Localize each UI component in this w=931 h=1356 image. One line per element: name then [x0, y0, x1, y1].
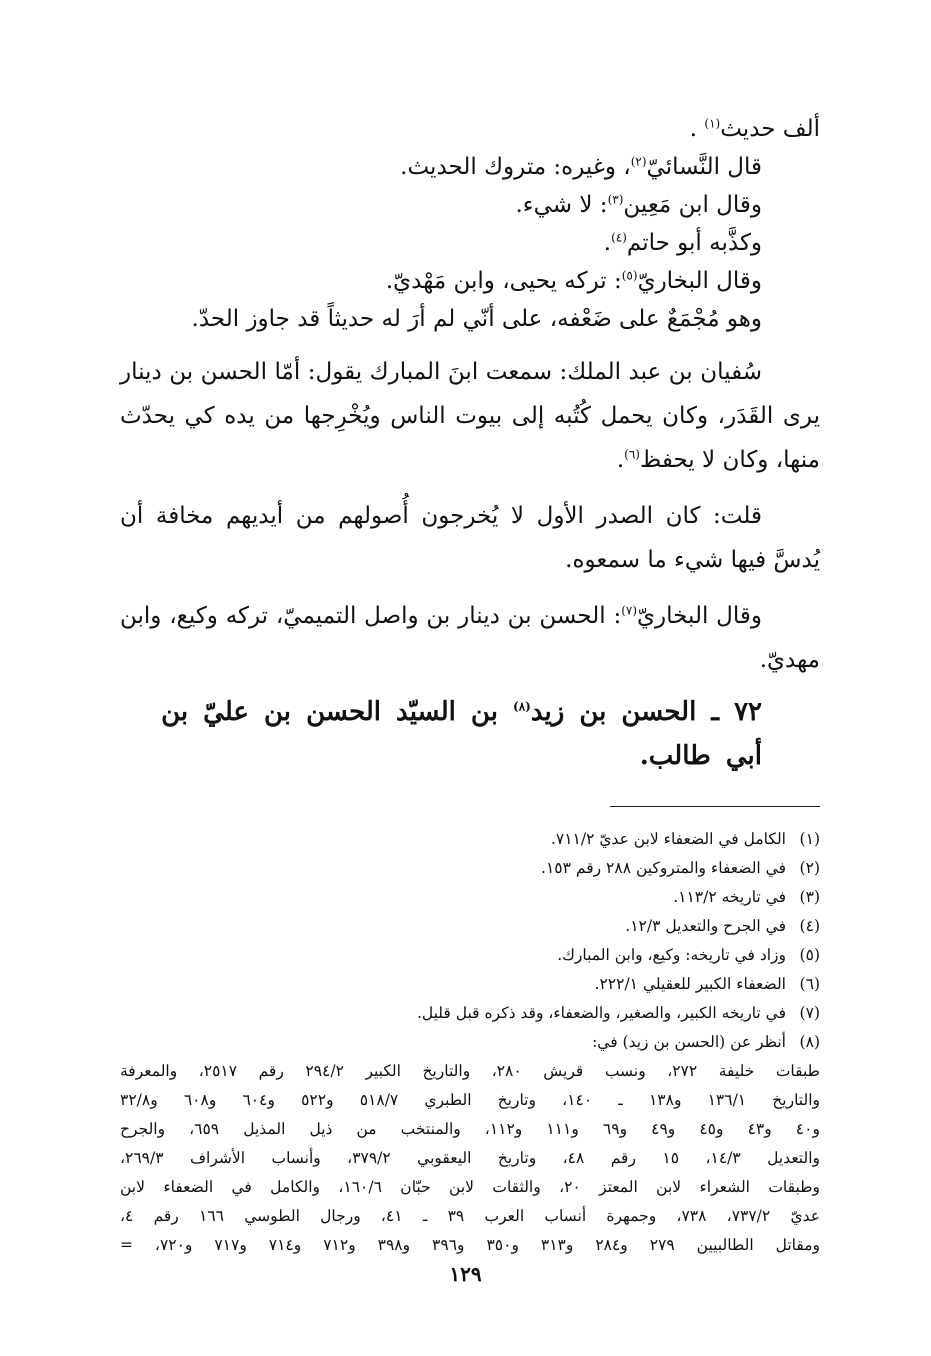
footnote-item	[120, 970, 820, 999]
spacer	[120, 338, 820, 350]
footnote-line: والتاريخ ١٣٦/١ و١٣٨ ـ ١٤٠، وتاريخ الطبري ٥١٨/٧ و٥٢٢ و٦٠٤ و٦٠٨ و٣٢/٨	[120, 1091, 820, 1109]
text-span: .	[616, 447, 625, 473]
text-span: وقال البخاريّ	[637, 268, 762, 294]
text-span: : تركه يحيى، وابن مَهْديّ.	[385, 268, 622, 294]
footnote-item	[120, 825, 820, 854]
footnote-number: (٦)	[799, 975, 820, 993]
paragraph	[120, 350, 820, 482]
footnote-item	[120, 912, 820, 941]
paragraph	[120, 594, 820, 682]
footnote-item	[120, 854, 820, 883]
footnote-text: في تاريخه الكبير، والصغير، والضعفاء، وقد ذكره قبل قليل.	[416, 1004, 786, 1022]
text-span: : الحسن بن دينار بن واصل التميميّ، تركه وكيع، وابن مهديّ.	[120, 603, 820, 673]
footnote-text: الضعفاء الكبير للعقيلي ٢٢٢/١.	[594, 975, 786, 993]
page-body	[120, 110, 820, 1260]
footnote-ref[interactable]: (٧)	[621, 603, 638, 618]
footnote-item	[120, 999, 820, 1028]
footnote-item	[120, 883, 820, 912]
paragraph: قلت: كان الصدر الأول لا يُخرجون أُصولهم من أيديهم مخافة أن يُدسَّ فيها شيء ما سمعوه.	[120, 503, 820, 573]
footnote-ref[interactable]: (٥)	[621, 268, 638, 283]
text-span: وقال ابن مَعِين	[623, 192, 762, 218]
footnote-line: طبقات خليفة ٢٧٢، ونسب قريش ٢٨٠، والتاريخ الكبير ٢٩٤/٢ رقم ٢٥١٧، والمعرفة	[120, 1062, 820, 1080]
text-span: قال النَّسائيّ	[646, 154, 762, 180]
text-line	[120, 262, 820, 300]
footnote-number: (٤)	[799, 917, 820, 935]
heading-text: ٧٢ ـ الحسن بن زيد	[530, 697, 762, 727]
text-span: سُفيان بن عبد الملك: سمعت ابنَ المبارك يقول: أمّا الحسن بن دينار يرى القَدَر، وكان يحمل كُتُبه إلى بيوت الناس ويُخْرِجها من يده كي يحدّث منها، وكان لا يحفظ	[120, 359, 820, 473]
footnote-number: (١)	[799, 830, 820, 848]
footnote-ref[interactable]: (١)	[704, 116, 721, 131]
footnote-text: في الضعفاء والمتروكين ٢٨٨ رقم ١٥٣.	[541, 859, 786, 877]
text-line	[120, 148, 820, 186]
text-line	[120, 224, 820, 262]
footnote-ref[interactable]: (٨)	[513, 699, 531, 714]
footnote-number: (٥)	[799, 946, 820, 964]
text-line	[120, 186, 820, 224]
footnote-ref[interactable]: (٤)	[611, 230, 627, 245]
footnote-item	[120, 1028, 820, 1057]
footnote-text: في تاريخه ١١٣/٢.	[673, 888, 786, 906]
entry-heading	[120, 690, 820, 778]
text-span: : لا شيء.	[515, 192, 608, 218]
footnote-number: (٨)	[799, 1033, 820, 1051]
footnote-divider	[610, 806, 820, 807]
footnote-text: أنظر عن (الحسن بن زيد) في:	[592, 1033, 786, 1051]
footnote-number: (٢)	[799, 859, 820, 877]
footnote-ref[interactable]: (٢)	[630, 154, 647, 169]
footnote-line: والتعديل ١٤/٣، ١٥ رقم ٤٨، وتاريخ اليعقوبي ٣٧٩/٢، وأنساب الأشراف ٢٦٩/٣،	[120, 1149, 821, 1167]
footnote-ref[interactable]: (٦)	[624, 447, 640, 462]
footnote-text: وزاد في تاريخه: وكيع، وابن المبارك.	[557, 946, 786, 964]
text-span: وقال البخاريّ	[637, 603, 762, 629]
footnote-line: و٤٠ و٤٣ و٤٥ و٤٩ و٦٩ و١١١ و١١٢، والمنتخب من ذيل المذيل ٦٥٩، والجرح	[120, 1120, 820, 1138]
footnote-number: (٧)	[799, 1004, 820, 1022]
text-line: وهو مُجْمَعٌ على ضَعْفه، على أنّي لم أرَ له حديثاً قد جاوز الحدّ.	[191, 306, 762, 332]
heading-text: بن السيّد الحسن بن عليّ بن أبي طالب.	[161, 697, 762, 771]
text-span: وكذَّبه أبو حاتم	[626, 230, 762, 256]
footnote-text: في الجرح والتعديل ١٢/٣.	[625, 917, 786, 935]
footnote-line: ومقاتل الطالبيين ٢٧٩ و٢٨٤ و٣١٣ و٣٥٠ و٣٩٦ و٣٩٨ و٧١٢ و٧١٤ و٧١٧ و٧٢٠، =	[120, 1236, 821, 1254]
footnote-number: (٣)	[799, 888, 820, 906]
text-span: ألف حديث	[720, 116, 820, 142]
footnote-ref[interactable]: (٣)	[607, 192, 624, 207]
footnote-8-continuation	[120, 1057, 820, 1260]
footnote-item	[120, 941, 820, 970]
footnotes	[120, 825, 820, 1260]
spacer	[120, 482, 820, 494]
text-line	[120, 110, 820, 148]
text-span: .	[603, 230, 612, 256]
footnote-line: عديّ ٧٣٧/٢، ٧٣٨، وجمهرة أنساب العرب ٣٩ ـ ٤١، ورجال الطوسي ١٦٦ رقم ٤،	[120, 1207, 820, 1225]
page-number: ١٢٩	[449, 1262, 482, 1286]
text-span: .	[689, 116, 698, 142]
footnote-text: الكامل في الضعفاء لابن عديّ ٧١١/٢.	[550, 830, 786, 848]
spacer	[120, 582, 820, 594]
footnote-line: وطبقات الشعراء لابن المعتز ٢٠، والثقات لابن حبّان ١٦٠/٦، والكامل في الضعفاء لابن	[120, 1178, 820, 1196]
text-span: ، وغيره: متروك الحديث.	[400, 154, 631, 180]
